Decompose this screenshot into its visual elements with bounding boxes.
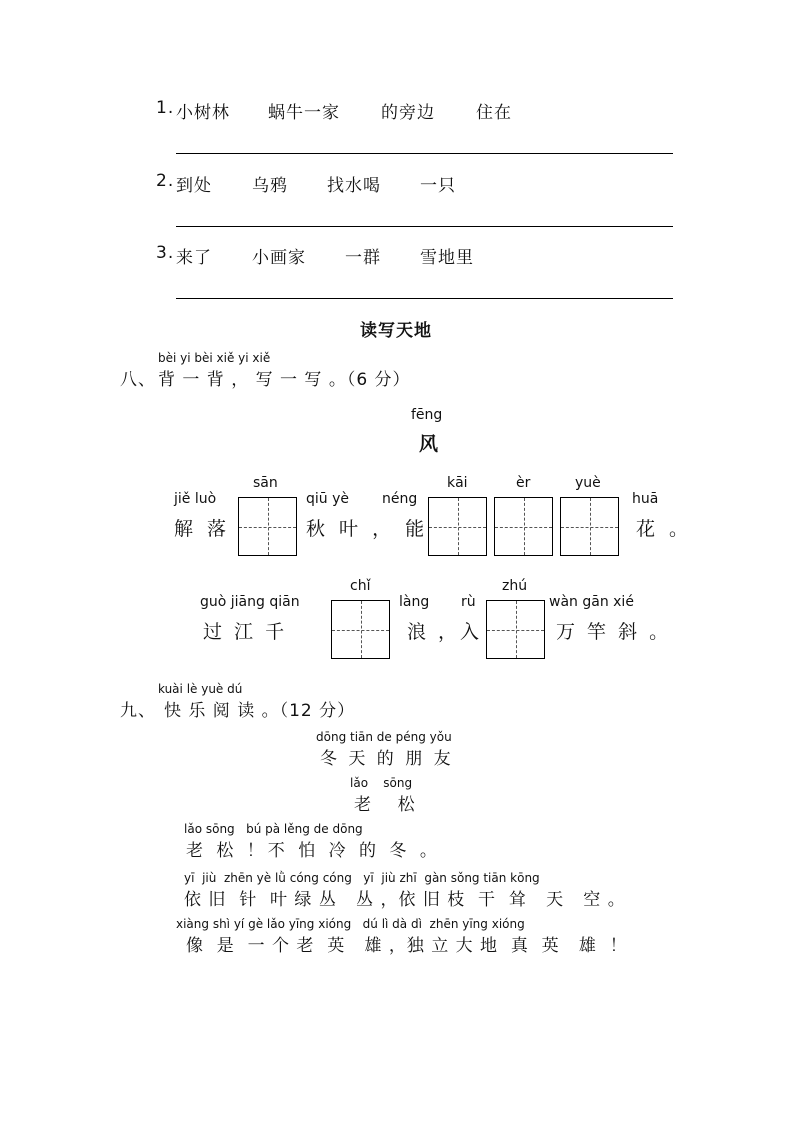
q8-instruction: 背 一 背 ， 写 一 写 。（6 分） bbox=[158, 370, 411, 390]
pinyin: làng bbox=[399, 594, 430, 610]
box-pinyin: sān bbox=[253, 475, 278, 491]
writing-box[interactable] bbox=[494, 497, 553, 556]
box-pinyin: yuè bbox=[575, 475, 601, 491]
item-number: 1. bbox=[156, 98, 175, 118]
item-number: 3. bbox=[156, 243, 175, 263]
writing-box[interactable] bbox=[238, 497, 297, 556]
poem-title-pinyin: fēng bbox=[411, 407, 443, 423]
pinyin: guò jiāng qiān bbox=[200, 594, 300, 610]
writing-box[interactable] bbox=[428, 497, 487, 556]
word-card: 小画家 bbox=[252, 248, 306, 268]
item-number: 2. bbox=[156, 171, 175, 191]
poem-text: 万 竿 斜 。 bbox=[556, 621, 672, 643]
writing-box[interactable] bbox=[560, 497, 619, 556]
q9-pinyin: kuài lè yuè dú bbox=[158, 682, 243, 696]
box-pinyin: zhú bbox=[502, 578, 528, 594]
q8-number: 八、 bbox=[120, 370, 156, 390]
sub-title: 老 松 bbox=[354, 795, 416, 815]
story-title-pinyin: dōng tiān de péng yǒu bbox=[316, 730, 452, 744]
pinyin: lǎo sōng bú pà lěng de dōng bbox=[184, 822, 363, 836]
poem-text: 浪 ，入 bbox=[407, 621, 483, 643]
answer-line[interactable] bbox=[176, 298, 673, 299]
box-pinyin: kāi bbox=[447, 475, 468, 491]
pinyin: qiū yè bbox=[306, 491, 349, 507]
writing-box[interactable] bbox=[331, 600, 390, 659]
word-card: 到处 bbox=[176, 176, 212, 196]
word-card: 来了 bbox=[176, 248, 212, 268]
word-card: 小树林 bbox=[176, 103, 230, 123]
poem-text: 过 江 千 bbox=[203, 621, 288, 643]
word-card: 住在 bbox=[476, 103, 512, 123]
pinyin: yī jiù zhēn yè lǜ cóng cóng yī jiù zhī gàn sǒng tiān kōng bbox=[184, 871, 540, 885]
word-card: 蜗牛一家 bbox=[268, 103, 340, 123]
answer-line[interactable] bbox=[176, 226, 673, 227]
word-card: 一群 bbox=[345, 248, 381, 268]
q8-pinyin: bèi yi bèi xiě yi xiě bbox=[158, 351, 271, 365]
pinyin: wàn gān xié bbox=[549, 594, 634, 610]
word-card: 一只 bbox=[420, 176, 456, 196]
story-title: 冬 天 的 朋 友 bbox=[320, 749, 454, 769]
word-card: 找水喝 bbox=[327, 176, 381, 196]
section-title: 读写天地 bbox=[360, 321, 432, 341]
word-card: 乌鸦 bbox=[252, 176, 288, 196]
pinyin: rù bbox=[461, 594, 476, 610]
word-card: 雪地里 bbox=[420, 248, 474, 268]
pinyin: néng bbox=[382, 491, 418, 507]
story-text: 依 旧 针 叶 绿 丛 丛 ，依 旧 枝 干 耸 天 空 。 bbox=[184, 890, 626, 910]
poem-text: 花 。 bbox=[636, 518, 693, 540]
box-pinyin: chǐ bbox=[350, 578, 371, 594]
story-text: 老 松 ！不 怕 冷 的 冬 。 bbox=[186, 841, 441, 861]
poem-text: 秋 叶 ， 能 bbox=[306, 518, 429, 540]
box-pinyin: èr bbox=[516, 475, 531, 491]
q9-number: 九、 bbox=[120, 701, 156, 721]
q9-instruction: 快 乐 阅 读 。（12 分） bbox=[164, 701, 356, 721]
writing-box[interactable] bbox=[486, 600, 545, 659]
story-text: 像 是 一 个 老 英 雄 ，独 立 大 地 真 英 雄 ！ bbox=[186, 936, 628, 956]
answer-line[interactable] bbox=[176, 153, 673, 154]
pinyin: jiě luò bbox=[174, 491, 217, 507]
sub-title-pinyin: lǎo sōng bbox=[350, 776, 413, 790]
pinyin: huā bbox=[632, 491, 659, 507]
word-card: 的旁边 bbox=[381, 103, 435, 123]
pinyin: xiàng shì yí gè lǎo yīng xióng dú lì dà dì zhēn yīng xióng bbox=[176, 917, 525, 931]
poem-text: 解 落 bbox=[174, 518, 231, 540]
poem-title: 风 bbox=[419, 433, 439, 455]
